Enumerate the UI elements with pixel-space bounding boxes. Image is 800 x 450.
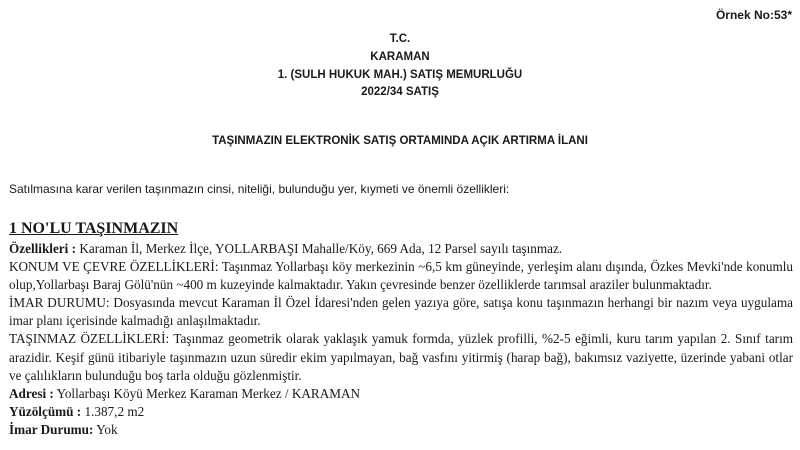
area-value: 1.387,2 m2 bbox=[81, 403, 145, 419]
property-heading: 1 NO'LU TAŞINMAZIN bbox=[9, 220, 179, 237]
address-label: Adresi : bbox=[9, 385, 54, 401]
intro-text: Satılmasına karar verilen taşınmazın cinsi, niteliği, bulunduğu yer, kıymeti ve önemli özellikleri: bbox=[9, 182, 510, 196]
area-line bbox=[9, 403, 793, 421]
area-label: Yüzölçümü : bbox=[9, 403, 82, 419]
header-line-city: KARAMAN bbox=[370, 51, 430, 63]
zoning-short-value: Yok bbox=[93, 421, 118, 437]
header-line-tc: T.C. bbox=[389, 33, 411, 45]
announcement-title: TAŞINMAZIN ELEKTRONİK SATIŞ ORTAMINDA AÇIK ARTIRMA İLANI bbox=[212, 135, 588, 147]
zoning-paragraph: İMAR DURUMU: Dosyasında mevcut Karaman İl Özel İdaresi'nden gelen yazıya göre, satışa konu taşınmazın herhangi bir nazım veya uygulama imar planı içerisinde kalmadığı anlaşılmaktadır. bbox=[9, 295, 793, 329]
address-value: Yollarbaşı Köyü Merkez Karaman Merkez / KARAMAN bbox=[53, 385, 360, 401]
property-section bbox=[9, 218, 793, 439]
zoning-short-line bbox=[9, 421, 793, 439]
address-line bbox=[9, 385, 793, 403]
location-paragraph: KONUM VE ÇEVRE ÖZELLİKLERİ: Taşınmaz Yollarbaşı köy merkezinin ~6,5 km güneyinde, yerleşim alanı dışında, Özkes Mevki'nde konumlu olup,Yollarbaşı Baraj Gölü'nün ~400 m kuzeyinde kalmaktadır. Yakın çevresinde benzer özelliklerde tarımsal araziler bulunmaktadır. bbox=[9, 259, 793, 293]
property-features-paragraph: TAŞINMAZ ÖZELLİKLERİ: Taşınmaz geometrik olarak yaklaşık yamuk formda, yüzlek profilli, %2-5 eğimli, kuru tarım yapılan 2. Sınıf tarım arazidir. Keşif günü itibariyle taşınmazın uzun süredir ekim yapılmayan, bağ vasfını yitirmiş (harap bağ), bakımsız vaziyette, üzerinde yabani otlar ve çalılıkların bulunduğu boş tarla olduğu gözlenmiştir. bbox=[9, 331, 793, 383]
features-label: Özellikleri : bbox=[9, 241, 77, 256]
features-value: Karaman İl, Merkez İlçe, YOLLARBAŞI Mahalle/Köy, 669 Ada, 12 Parsel sayılı taşınmaz. bbox=[76, 241, 563, 256]
header-line-office: 1. (SULH HUKUK MAH.) SATIŞ MEMURLUĞU bbox=[277, 69, 523, 81]
zoning-short-label: İmar Durumu: bbox=[9, 421, 94, 437]
header-line-file: 2022/34 SATIŞ bbox=[361, 86, 439, 98]
example-number: Örnek No:53* bbox=[715, 8, 792, 22]
features-line bbox=[9, 240, 793, 258]
